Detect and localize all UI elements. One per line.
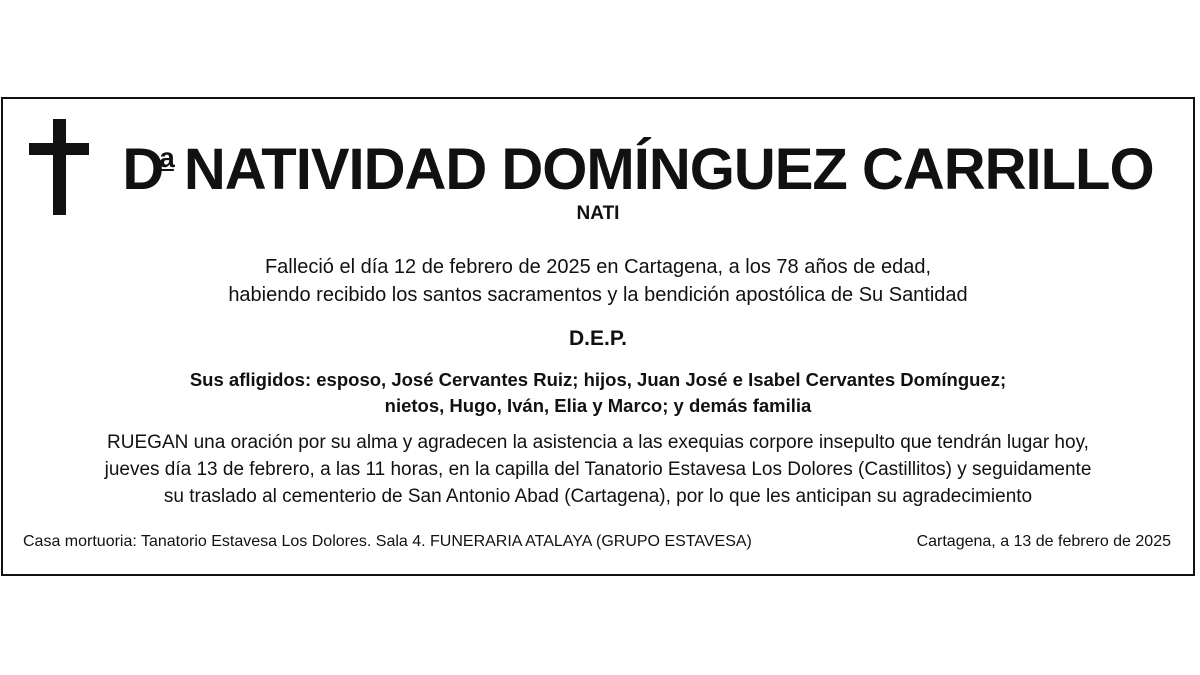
funeral-request <box>3 429 1193 510</box>
nickname: NATI <box>576 203 620 224</box>
deceased-name <box>113 127 1163 201</box>
announcement-line: habiendo recibido los santos sacramentos y la bendición apostólica de Su Santidad <box>228 284 968 306</box>
family-line: Sus afligidos: esposo, José Cervantes Ruiz; hijos, Juan José e Isabel Cervantes Domínguez; <box>189 369 1007 390</box>
request-line: su traslado al cementerio de San Antonio Abad (Cartagena), por lo que les anticipan su agradecimiento <box>163 486 1033 507</box>
obituary-notice <box>1 97 1195 576</box>
family-mourners <box>3 367 1193 419</box>
funeral-home-info: Casa mortuoria: Tanatorio Estavesa Los Dolores. Sala 4. FUNERARIA ATALAYA (GRUPO ESTAVESA) <box>23 533 752 550</box>
announcement-line: Falleció el día 12 de febrero de 2025 en Cartagena, a los 78 años de edad, <box>264 256 932 278</box>
name-prefix: D <box>122 137 164 202</box>
name-full: NATIVIDAD DOMÍNGUEZ CARRILLO <box>183 137 1154 202</box>
place-date: Cartagena, a 13 de febrero de 2025 <box>916 533 1171 550</box>
rip-heading: D.E.P. <box>569 327 627 350</box>
request-line: RUEGAN una oración por su alma y agradecen la asistencia a las exequias corpore insepulto que tendrán lugar hoy, <box>107 432 1089 453</box>
cross-icon <box>29 119 89 215</box>
death-announcement <box>3 253 1193 309</box>
family-line: nietos, Hugo, Iván, Elia y Marco; y demás familia <box>384 395 812 416</box>
name-prefix-superscript: a <box>159 142 174 173</box>
request-line: jueves día 13 de febrero, a las 11 horas, en la capilla del Tanatorio Estavesa Los Dolores (Castillitos) y seguidamente <box>104 459 1092 480</box>
